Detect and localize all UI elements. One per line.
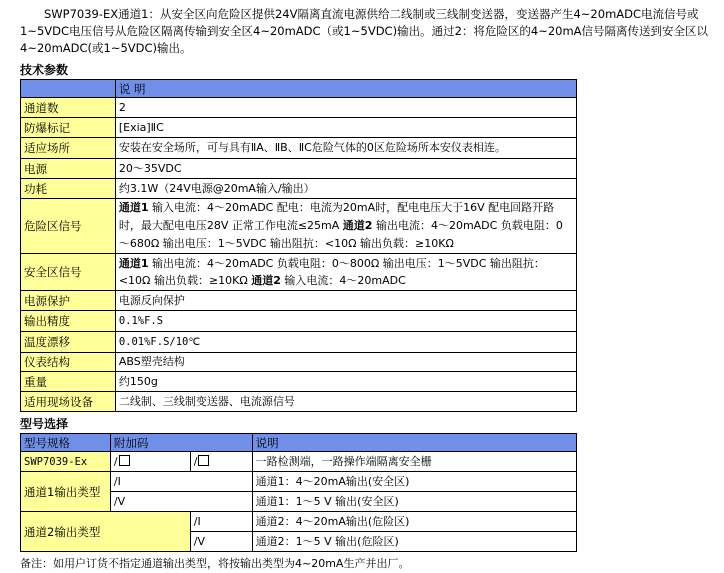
param-value: 20～35VDC [115, 159, 576, 179]
ch2-type-label: 通道2输出类型 [21, 512, 191, 552]
param-key: 温度漂移 [21, 332, 116, 353]
option-desc: 通道1：4～20mA输出(安全区) [252, 472, 576, 492]
param-value: 约3.1W（24V电源@20mA输入/输出） [115, 179, 576, 199]
param-value: 2 [115, 98, 576, 118]
channel-text: 输出电流：4～20mADC 负载电阻：0～800Ω 输出电压：1～5VDC 输出阻抗：<10Ω 输出负载：≥10KΩ [118, 257, 545, 287]
table-row [21, 332, 577, 353]
param-value: 二线制、三线制变送器、电流源信号 [115, 392, 576, 412]
model-base-desc: 一路检测端，一路操作端隔离安全栅 [252, 452, 576, 472]
table-row [21, 311, 577, 332]
table-row [21, 353, 577, 372]
param-value: 约150g [115, 372, 576, 392]
table-row [21, 452, 577, 472]
option-code: /I [110, 472, 252, 492]
table-row [21, 254, 577, 291]
param-value: 安装在安全场所，可与具有ⅡA、ⅡB、ⅡC危险气体的0区危险场所本安仪表相连。 [115, 138, 576, 159]
intro-text: SWP7039-EX通道1：从安全区向危险区提供24V隔离直流电源供给二线制或三线制变送器，变送器产生4~20mADC电流信号或1~5VDC电压信号从危险区隔离传输到安全区4~20mADC（或1~5VDC)输出。通过2：将危险区的4~20mA信号隔离传送到安全区以4~20mADC(或1~5VDC)输出。 [20, 7, 709, 55]
param-key: 危险区信号 [21, 199, 116, 254]
table-row [21, 118, 577, 138]
tech-header-row [21, 80, 577, 98]
table-row [21, 138, 577, 159]
channel-label: 通道1 [118, 201, 149, 214]
param-key: 安全区信号 [21, 254, 116, 291]
channel-text: 输入电流：4～20mADC 配电：电流为20mA时，配电电压大于16V 配电回路开路时，最大配电电压28V 正常工作电流≤25mA [118, 201, 555, 232]
channel-text: 输出电流：4～20mADC 负载电阻：0～680Ω 输出电压：1～5VDC 输出阻抗：<10Ω 输出负载：≥10KΩ [118, 219, 563, 250]
param-key: 电源保护 [21, 291, 116, 311]
checkbox-square-icon [198, 455, 209, 466]
checkbox-square-icon [119, 455, 130, 466]
param-value [115, 199, 576, 254]
table-row [21, 512, 577, 532]
code-slot-2: / [190, 452, 252, 472]
param-key: 适应场所 [21, 138, 116, 159]
param-key: 仪表结构 [21, 353, 116, 372]
tech-table [20, 79, 577, 412]
col-desc: 说明 [252, 434, 576, 452]
table-row [21, 159, 577, 179]
tech-header-label: 说 明 [115, 80, 576, 98]
param-key: 防爆标记 [21, 118, 116, 138]
table-row [21, 291, 577, 311]
channel-label: 通道2 [342, 219, 373, 232]
model-header-row [21, 434, 577, 452]
table-row [21, 199, 577, 254]
channel-label: 通道2 [251, 274, 281, 287]
tech-heading: 技术参数 [20, 63, 69, 77]
param-value: 电源反向保护 [115, 291, 576, 311]
footnote: 备注：如用户订货不指定通道输出类型，将按输出类型为4~20mA生产并出厂。 [20, 557, 410, 570]
option-desc: 通道2：4～20mA输出(危险区) [252, 512, 576, 532]
channel-label: 通道1 [118, 257, 149, 270]
table-row [21, 372, 577, 392]
param-value [115, 254, 576, 291]
ch1-type-label: 通道1输出类型 [21, 472, 111, 512]
param-key: 功耗 [21, 179, 116, 199]
model-base: SWP7039-Ex [21, 452, 111, 472]
option-desc: 通道2：1～5 V 输出(危险区) [252, 532, 576, 552]
table-row [21, 98, 577, 118]
model-heading: 型号选择 [20, 417, 69, 431]
intro-paragraph [20, 6, 710, 57]
model-table [20, 433, 577, 552]
table-row [21, 179, 577, 199]
param-key: 电源 [21, 159, 116, 179]
col-model: 型号规格 [21, 434, 111, 452]
channel-text: 输入电流：4～20mADC [280, 274, 406, 287]
param-key: 适用现场设备 [21, 392, 116, 412]
param-key: 重量 [21, 372, 116, 392]
table-row [21, 472, 577, 492]
option-code: /I [190, 512, 252, 532]
param-value: 0.1%F.S [115, 311, 576, 332]
param-key: 通道数 [21, 98, 116, 118]
code-slot-1: / [110, 452, 190, 472]
param-key: 输出精度 [21, 311, 116, 332]
col-code: 附加码 [110, 434, 252, 452]
option-code: /V [110, 492, 252, 512]
option-desc: 通道1：1～5 V 输出(安全区) [252, 492, 576, 512]
param-value: 0.01%F.S/10℃ [115, 332, 576, 353]
option-code: /V [190, 532, 252, 552]
param-value: [Exia]ⅡC [115, 118, 576, 138]
param-value: ABS塑壳结构 [115, 353, 576, 372]
tech-header-blank [21, 80, 116, 98]
table-row [21, 392, 577, 412]
